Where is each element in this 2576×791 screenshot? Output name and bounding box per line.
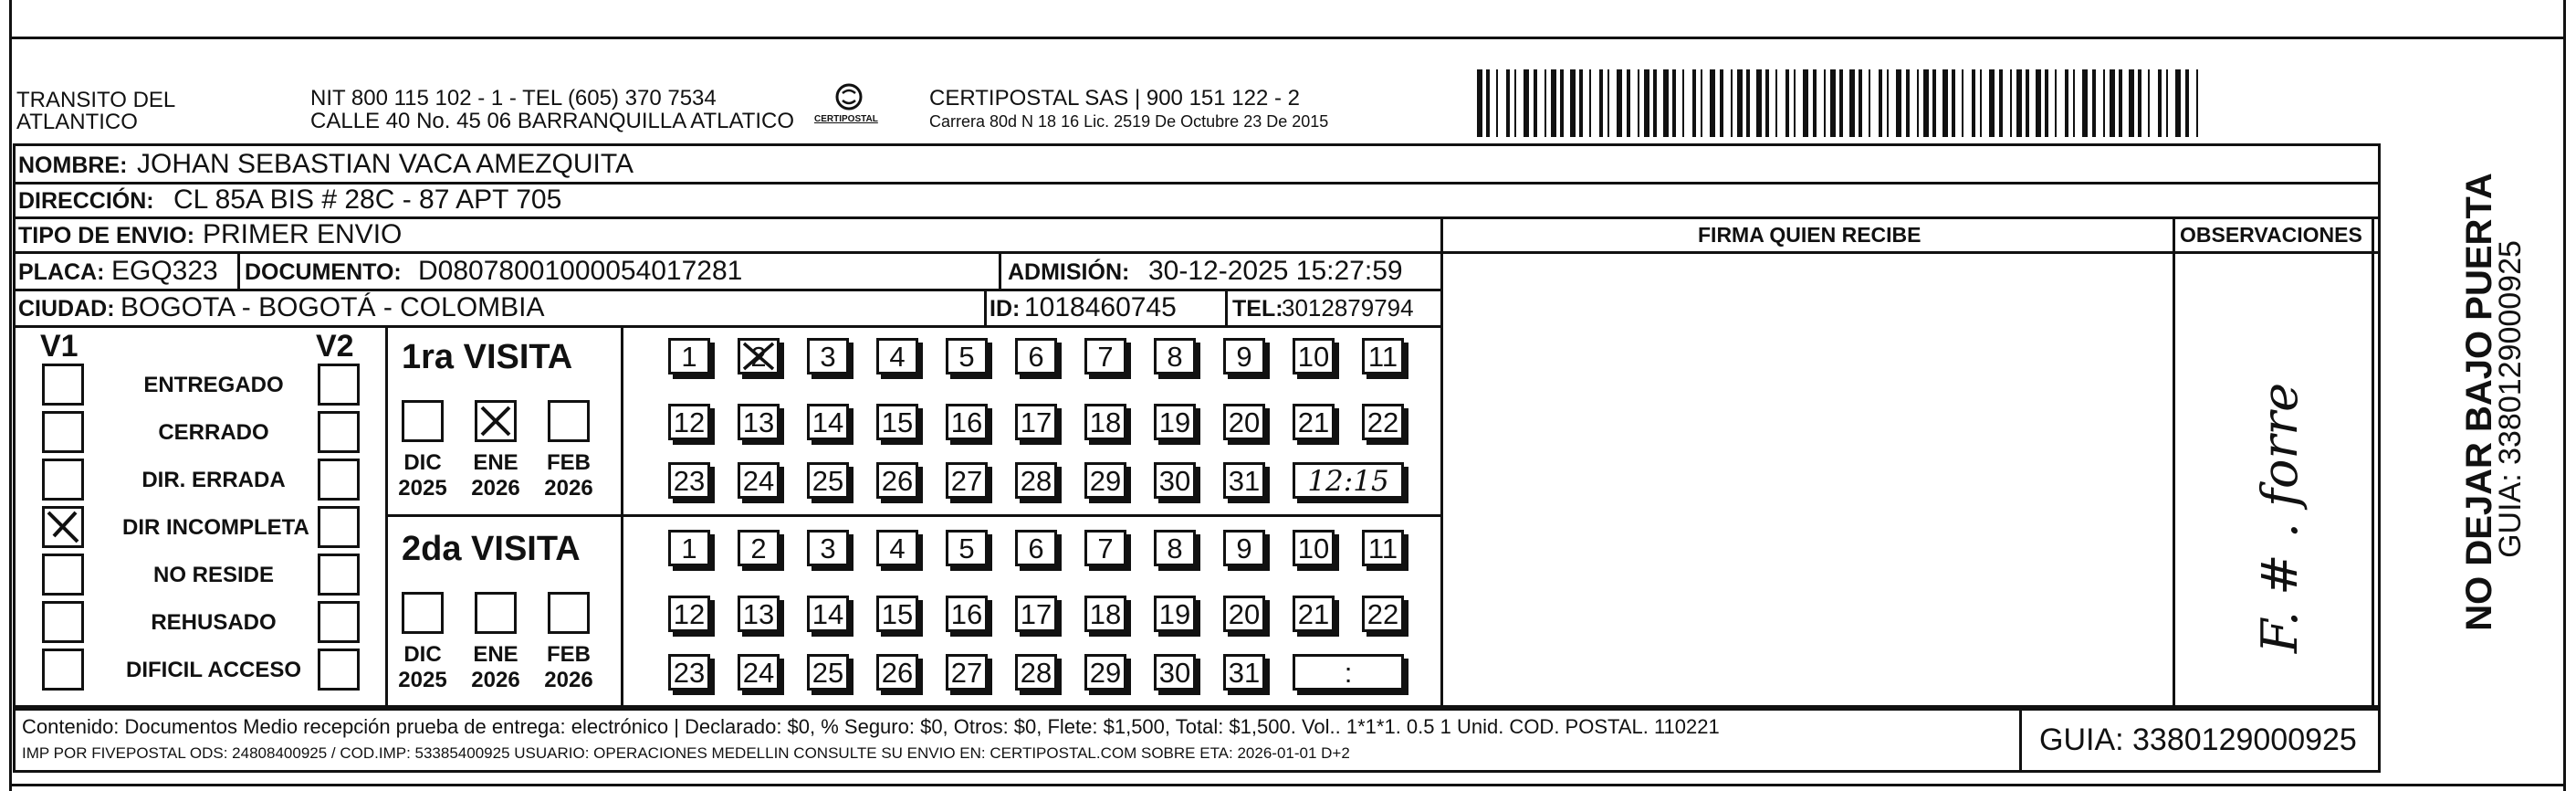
day-box[interactable]: 24 [738,654,780,691]
time-box[interactable]: : [1293,654,1404,691]
id-value: 1018460745 [1024,292,1177,322]
day-box[interactable]: 24 [738,462,780,499]
logo-text: CERTIPOSTAL [814,114,878,124]
day-box[interactable]: 17 [1015,596,1057,632]
month-label: ENE [473,642,518,667]
status-option-label: NO RESIDE [152,563,275,587]
v1-checkbox[interactable] [42,649,84,691]
direccion-label: DIRECCIÓN: [18,188,154,214]
day-box[interactable]: 21 [1293,404,1335,440]
right-edge-line [2563,0,2566,791]
day-box[interactable]: 6 [1015,338,1057,374]
footer-bottom-line [13,770,2381,773]
day-box[interactable]: 27 [946,462,988,499]
day-box[interactable]: 25 [807,654,849,691]
day-box[interactable]: 30 [1154,654,1196,691]
month-label: FEB [547,450,591,475]
month-checkbox[interactable] [402,592,444,634]
day-box[interactable]: 8 [1154,530,1196,566]
v1-checkbox[interactable] [42,411,84,453]
row-line-footer [13,708,2381,711]
tipo-envio-label: TIPO DE ENVIO: [18,223,195,248]
tel-value: 3012879794 [1282,294,1414,322]
day-box[interactable]: 25 [807,462,849,499]
certipostal-logo [812,82,885,128]
day-box[interactable]: 2 [738,338,780,374]
cross-icon [740,341,777,372]
v1-checkbox[interactable] [42,364,84,406]
day-box[interactable]: 18 [1084,404,1126,440]
signature [2225,329,2335,694]
check-x-icon [477,403,514,439]
status-option-label: ENTREGADO [143,373,284,397]
id-label: ID: [990,296,1021,322]
placa-value: EGQ323 [111,256,218,286]
ciudad-value: BOGOTA - BOGOTÁ - COLOMBIA [120,292,545,322]
day-box[interactable]: 26 [876,462,918,499]
day-box[interactable]: 30 [1154,462,1196,499]
day-box[interactable]: 31 [1223,462,1265,499]
v1-checkbox[interactable] [42,554,84,596]
nombre-value: JOHAN SEBASTIAN VACA AMEZQUITA [137,149,634,179]
day-box[interactable]: 8 [1154,338,1196,374]
v2-checkbox[interactable] [318,411,360,453]
day-box[interactable]: 12 [668,596,710,632]
v2-checkbox[interactable] [318,601,360,643]
year-label: 2025 [398,668,447,692]
month-checkbox[interactable] [402,400,444,442]
day-box[interactable]: 15 [876,596,918,632]
carrier-line: CERTIPOSTAL SAS | 900 151 122 - 2 [929,86,1300,111]
day-box[interactable]: 31 [1223,654,1265,691]
day-box[interactable]: 4 [876,530,918,566]
status-option-label: DIR INCOMPLETA [122,515,309,540]
day-box[interactable]: 22 [1362,404,1404,440]
day-box[interactable]: 20 [1223,404,1265,440]
org-name-line2: ATLANTICO [16,110,138,134]
footer-right-line [2378,708,2381,772]
day-box[interactable]: 13 [738,596,780,632]
month-checkbox[interactable] [475,400,517,442]
row-line-5 [13,325,1440,328]
admision-label: ADMISIÓN: [1008,259,1130,285]
v2-checkbox[interactable] [318,506,360,548]
visit-separator [385,514,1440,517]
org-name-line1: TRANSITO DEL [16,88,176,112]
day-box[interactable]: 3 [807,530,849,566]
footer-print-line: IMP POR FIVEPOSTAL ODS: 24808400925 / COD.IMP: 53385400925 USUARIO: OPERACIONES MEDELLIN CONSULTE SU ENVIO EN: CERTIPOSTAL.COM SOBRE ETA: 2026-01-01 D+2 [22,744,1350,762]
day-box[interactable]: 23 [668,462,710,499]
day-box[interactable]: 5 [946,338,988,374]
day-box[interactable]: 5 [946,530,988,566]
day-box[interactable]: 18 [1084,596,1126,632]
documento-label: DOCUMENTO: [245,259,402,285]
month-checkbox[interactable] [475,592,517,634]
day-box[interactable]: 28 [1015,462,1057,499]
status-option-label: DIR. ERRADA [141,468,286,492]
signature-col-right [2173,216,2175,708]
day-box[interactable]: 10 [1293,530,1335,566]
observaciones-col-right [2372,216,2374,708]
v2-checkbox[interactable] [318,364,360,406]
placa-divider [237,251,240,289]
footer-divider [2019,708,2022,772]
nombre-label: NOMBRE: [18,153,128,178]
observaciones-header: OBSERVACIONES [2180,223,2362,247]
day-box[interactable]: 11 [1362,530,1404,566]
address-line: CALLE 40 No. 45 06 BARRANQUILLA ATLATICO [310,109,795,133]
day-box[interactable]: 29 [1084,654,1126,691]
status-option-label: REHUSADO [151,610,277,635]
day-box[interactable]: 19 [1154,596,1196,632]
firma-header: FIRMA QUIEN RECIBE [1698,223,1922,247]
year-label: 2026 [471,476,520,501]
day-box[interactable]: 28 [1015,654,1057,691]
footer-left-line [13,708,16,772]
day-box[interactable]: 19 [1154,404,1196,440]
month-label: ENE [473,450,518,475]
barcode [1477,69,2200,137]
day-box[interactable]: 27 [946,654,988,691]
day-box[interactable]: 16 [946,596,988,632]
day-box[interactable]: 14 [807,596,849,632]
ciudad-label: CIUDAD: [18,296,115,322]
status-option-label: CERRADO [158,420,269,445]
direccion-value: CL 85A BIS # 28C - 87 APT 705 [173,185,562,215]
day-box[interactable]: 7 [1084,338,1126,374]
bottom-edge-line [9,784,2565,786]
tel-label: TEL: [1232,296,1283,322]
month-checkbox[interactable] [548,400,590,442]
status-option-label: DIFICIL ACCESO [125,658,301,682]
day-box[interactable]: 21 [1293,596,1335,632]
month-label: DIC [403,642,442,667]
time-box[interactable]: 12:15 [1293,462,1404,499]
carrier-address: Carrera 80d N 18 16 Lic. 2519 De Octubre 23 De 2015 [929,112,1329,131]
visit-title: 2da VISITA [402,530,581,568]
day-box[interactable]: 7 [1084,530,1126,566]
admision-value: 30-12-2025 15:27:59 [1148,256,1403,286]
month-checkbox[interactable] [548,592,590,634]
v2-checkbox[interactable] [318,649,360,691]
v1-checkbox[interactable] [42,459,84,501]
day-box[interactable]: 17 [1015,404,1057,440]
year-label: 2026 [471,668,520,692]
signature-col-left [1440,216,1443,708]
day-box[interactable]: 11 [1362,338,1404,374]
day-box[interactable]: 1 [668,530,710,566]
day-box[interactable]: 1 [668,338,710,374]
v2-checkbox[interactable] [318,459,360,501]
v2-checkbox[interactable] [318,554,360,596]
tel-divider [1225,289,1228,325]
left-edge-line [9,0,12,791]
visit-title: 1ra VISITA [402,338,573,376]
day-box[interactable]: 6 [1015,530,1057,566]
documento-value: D08078001000054017281 [418,256,743,286]
day-box[interactable]: 9 [1223,338,1265,374]
footer-guia: GUIA: 3380129000925 [2039,722,2357,757]
day-box[interactable]: 20 [1223,596,1265,632]
year-label: 2026 [544,668,593,692]
day-box[interactable]: 3 [807,338,849,374]
day-box[interactable]: 26 [876,654,918,691]
v1-label: V1 [40,329,79,364]
placa-label: PLACA: [18,259,105,285]
footer-contents-line: Contenido: Documentos Medio recepción prueba de entrega: electrónico | Declarado: $0, % Seguro: $0, Otros: $0, Flete: $1,500, Total: $1,500. Vol.. 1*1*1. 0.5 1 Unid. COD. POSTAL. 110221 [22,715,1720,738]
day-box[interactable]: 2 [738,530,780,566]
year-label: 2026 [544,476,593,501]
day-box[interactable]: 10 [1293,338,1335,374]
nit-line: NIT 800 115 102 - 1 - TEL (605) 370 7534 [310,86,717,111]
day-box[interactable]: 13 [738,404,780,440]
day-box[interactable]: 14 [807,404,849,440]
v1-checkbox[interactable] [42,506,84,548]
day-box[interactable]: 4 [876,338,918,374]
check-x-icon [45,509,81,545]
year-label: 2025 [398,476,447,501]
month-label: DIC [403,450,442,475]
month-label: FEB [547,642,591,667]
day-box[interactable]: 9 [1223,530,1265,566]
day-box[interactable]: 16 [946,404,988,440]
admision-divider [999,251,1001,289]
id-divider [984,289,987,325]
day-box[interactable]: 22 [1362,596,1404,632]
day-box[interactable]: 29 [1084,462,1126,499]
signature-text: F. # . forre [2251,382,2309,654]
day-cross-mark [740,341,777,376]
v1-checkbox[interactable] [42,601,84,643]
day-box[interactable]: 15 [876,404,918,440]
side-notice-line1: NO DEJAR BAJO PUERTA [2459,173,2499,631]
top-edge-line [9,37,2565,39]
side-notice-line2: GUIA: 3380129000925 [2493,240,2528,558]
v2-label: V2 [316,329,354,364]
firma-header-line [1440,251,2372,254]
day-box[interactable]: 12 [668,404,710,440]
day-box[interactable]: 23 [668,654,710,691]
tipo-envio-value: PRIMER ENVIO [203,219,403,249]
side-notice [2384,137,2558,685]
